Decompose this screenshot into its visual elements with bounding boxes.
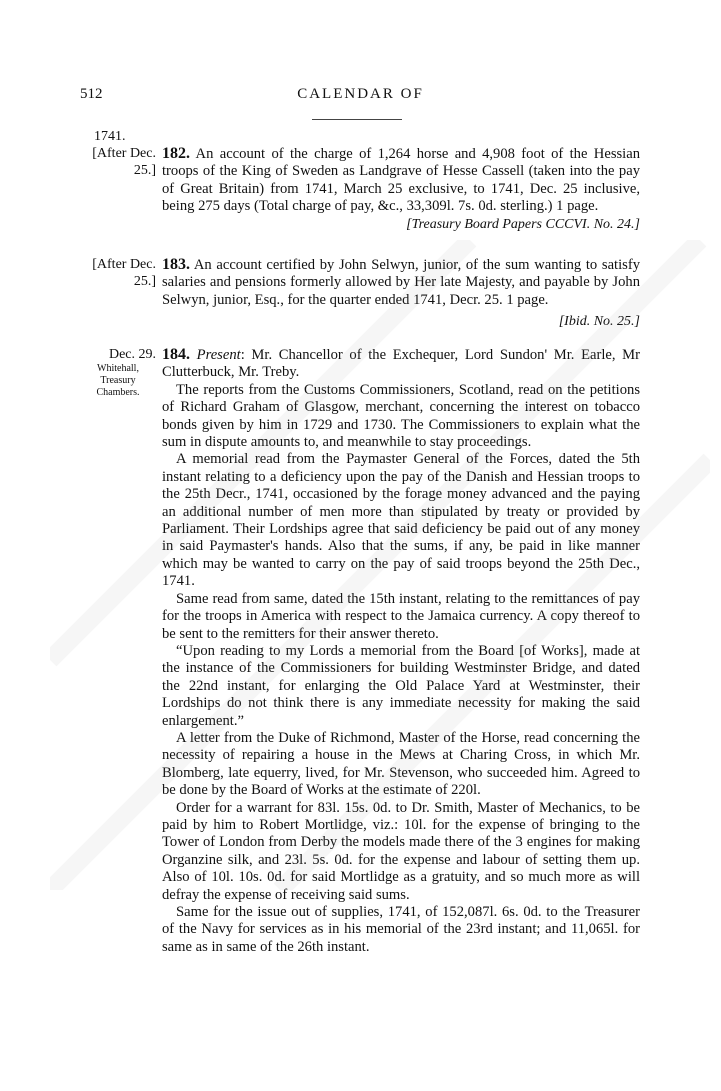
margin-date: [After Dec. 25.] <box>92 257 156 289</box>
margin-date: [After Dec. 25.] <box>92 146 156 178</box>
page-header <box>0 86 721 110</box>
citation-text: [Ibid. No. 25.] <box>558 314 640 330</box>
entry-present <box>162 346 640 382</box>
paragraph-paymaster: A memorial read from the Paymaster General of the Forces, dated the 5th instant relating to a deficiency upon the pay of the Danish and Hessian troops to the 25th Decr., 1741, occasioned by the forage money advanced and the paying an additional number of men more than stipulated by treaty or provided by Parliament. Their Lordships agree that said deficiency be paid out of any money in said Paymaster's hands. Also that the sums, if any, be paid in like manner which may be wanted to carry on the pay of said troops beyond the 25th Dec., 1741. <box>162 451 640 590</box>
entry-number: 182. <box>162 145 190 162</box>
margin-place: Whitehall, Treasury Chambers. <box>96 363 140 398</box>
entry-margin <box>80 256 156 290</box>
running-head: CALENDAR OF <box>297 86 424 102</box>
entry-body <box>162 145 640 233</box>
citation-text: [Treasury Board Papers CCCVI. No. 24.] <box>406 216 640 232</box>
entry-paragraph: An account certified by John Selwyn, junior, of the sum wanting to satisfy salaries and pensions formerly allowed by Her late Majesty, and payable by John Selwyn, junior, Esq., for the quarter ended 1741, Decr. 25. 1 page. <box>162 257 640 308</box>
paragraph-duke-of-richmond: A letter from the Duke of Richmond, Master of the Horse, read concerning the necessity of repairing a house in the Mews at Charing Cross, in which Mr. Blomberg, late equerry, lived, for Mr. Stevenson, who succeeded him. Agreed to be done by the Board of Works at the estimate of 220l. <box>162 729 640 799</box>
entry-number: 183. <box>162 256 190 273</box>
margin-date: Dec. 29. <box>108 347 156 362</box>
entry-margin <box>80 346 156 399</box>
page-number: 512 <box>80 86 103 102</box>
header-rule <box>312 119 402 120</box>
present-text: : Mr. Chancellor of the Exchequer, Lord Sundon' Mr. Earle, Mr Clutterbuck, Mr. Treby. <box>162 347 640 381</box>
paragraph-customs: The reports from the Customs Commissioners, Scotland, read on the petitions of Richard Graham of Glasgow, merchant, concerning the interest on tobacco bonds given by him in 1729 and 1730. The Commissioners to explain what the sum in dispute amounts to, and meanwhile to stay proceedings. <box>162 381 640 451</box>
entry-body <box>162 256 640 330</box>
margin-year: 1741. <box>94 129 126 144</box>
entry-text <box>162 256 640 309</box>
entry-number: 184. <box>162 346 190 363</box>
paragraph-board-of-works: “Upon reading to my Lords a memorial from the Board [of Works], made at the instance of the Commissioners for building Westminster Bridge, and dated the 22nd instant, for enlarging the Old Palace Yard at Westminster, their Lordships do not think there is any immediate necessity for making the said enlargement.” <box>162 642 640 729</box>
entry-text <box>162 145 640 216</box>
paragraph-supplies: Same for the issue out of supplies, 1741, of 152,087l. 6s. 0d. to the Treasurer of the Navy for services as in his memorial of the 23rd instant; and 11,065l. for same as in same of the 26th instant. <box>162 904 640 955</box>
entry-citation <box>162 216 640 233</box>
entry-paragraph: An account of the charge of 1,264 horse and 4,908 foot of the Hessian troops of the King of Sweden as Landgrave of Hesse Cassell (taken into the pay of Great Britain) from 1741, March 25 exclusive, to 1741, Dec. 25 inclusive, being 275 days (Total charge of pay, &c., 33,309l. 7s. 0d. sterling.) 1 page. <box>162 146 641 215</box>
entry-margin <box>80 128 156 179</box>
paragraph-remittances: Same read from same, dated the 15th instant, relating to the remittances of pay for the troops in America with respect to the Jamaica currency. A copy thereof to be sent to the remitters for their answer thereto. <box>162 590 640 642</box>
paragraph-warrant: Order for a warrant for 83l. 15s. 0d. to Dr. Smith, Master of Mechanics, to be paid by him to Robert Mortlidge, viz.: 10l. for the expense of bringing to the Tower of London from Derby the models made there of the 3 engines for making Organzine silk, and 23l. 5s. 0d. for the expense and labour of setting them up. Also of 10l. 10s. 0d. for said Mortlidge as a gratuity, and so much more as will defray the expense of receiving said sums. <box>162 799 640 903</box>
entry-body <box>162 346 640 956</box>
entry-citation <box>162 313 640 330</box>
present-label: Present <box>196 347 241 363</box>
